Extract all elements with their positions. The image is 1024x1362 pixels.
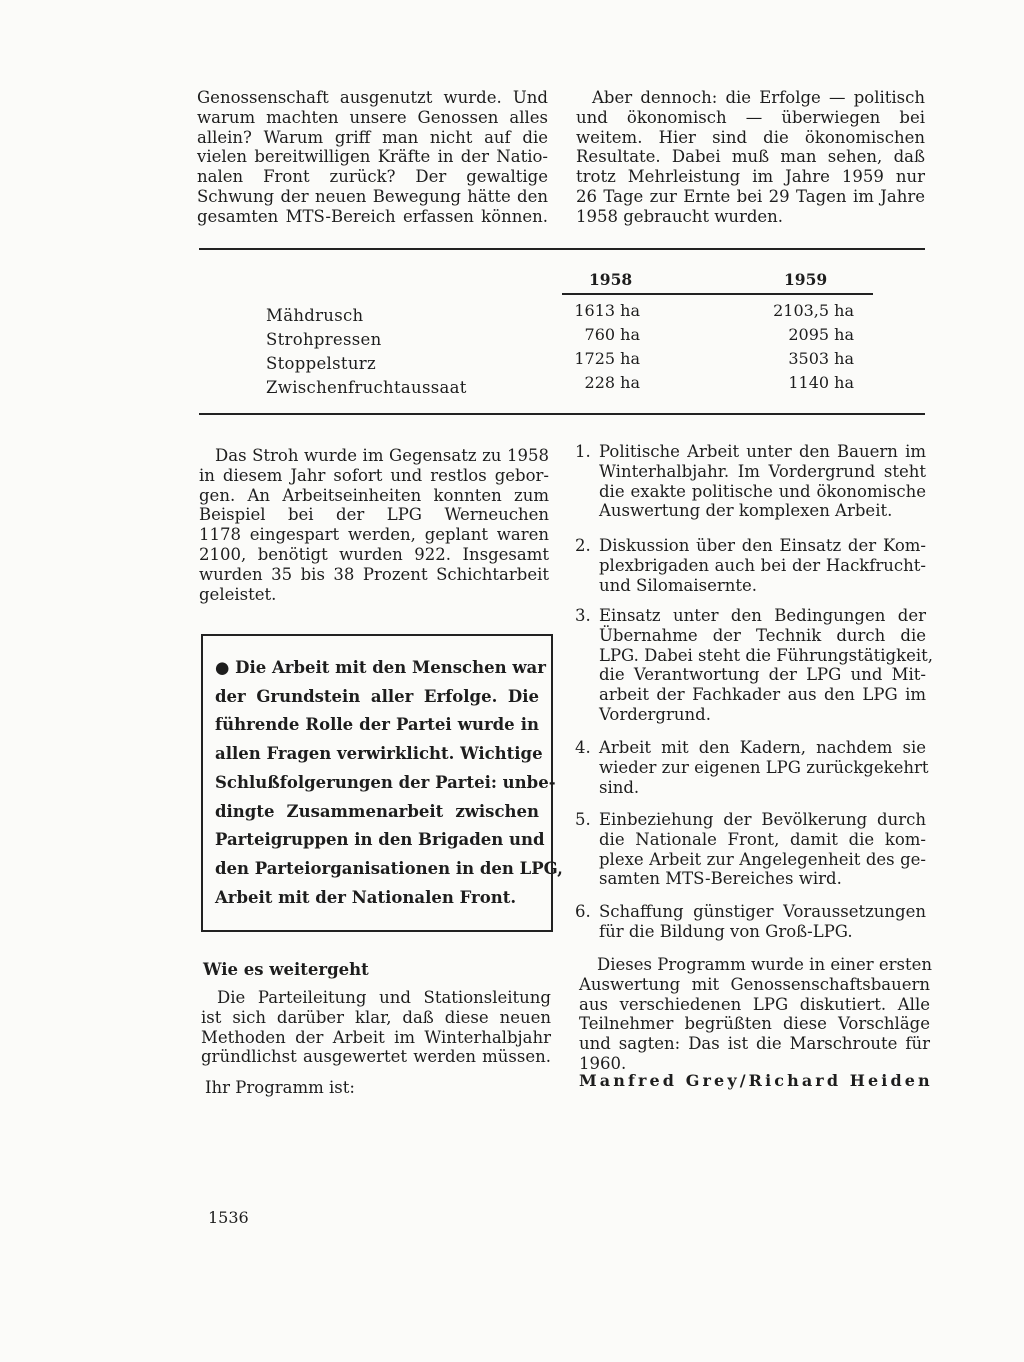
text-line: Arbeit mit der Nationalen Front.	[215, 887, 517, 907]
top-right-paragraph	[576, 88, 925, 227]
text-line: arbeit der Fachkader aus den LPG im	[599, 685, 926, 705]
text-line: warum machten unsere Genossen alles	[197, 107, 548, 127]
text-line: Diskussion über den Einsatz der Kom-	[599, 536, 926, 555]
text-line: und Silomaisernte.	[599, 575, 757, 595]
section-heading: Wie es weitergeht	[203, 960, 369, 979]
table-cell-1959: 1140 ha	[788, 373, 854, 392]
text-line: Genossenschaft ausgenutzt wurde. Und	[197, 88, 548, 107]
text-line: weitem. Hier sind die ökonomischen	[576, 127, 925, 147]
author-signature: Manfred Grey/Richard Heiden	[579, 1071, 933, 1090]
text-line: die Nationale Front, damit die kom-	[599, 829, 926, 849]
text-line: samten MTS-Bereiches wird.	[599, 869, 842, 889]
list-number: 3.	[575, 606, 591, 625]
text-line: Einbeziehung der Bevölkerung durch	[599, 810, 926, 829]
text-line: gründlichst ausgewertet werden müssen.	[201, 1047, 551, 1067]
text-line: 1958 gebraucht wurden.	[576, 206, 784, 226]
text-line: in diesem Jahr sofort und restlos gebor-	[199, 465, 549, 485]
text-line: allein? Warum griff man nicht auf die	[197, 127, 548, 147]
text-line: 1178 eingespart werden, geplant waren	[199, 525, 549, 545]
list-number: 5.	[575, 810, 591, 829]
list-number: 4.	[575, 738, 591, 757]
text-line: plexe Arbeit zur Angelegenheit des ge-	[599, 849, 926, 869]
text-line: Methoden der Arbeit im Winterhalbjahr	[201, 1027, 551, 1047]
text-line: Aber dennoch: die Erfolge — politisch	[592, 88, 925, 107]
page-number: 1536	[208, 1208, 249, 1227]
text-line: Politische Arbeit unter den Bauern im	[599, 442, 926, 461]
list-item-text	[599, 442, 926, 521]
text-line: der Grundstein aller Erfolge. Die	[215, 686, 539, 706]
mid-left-paragraph	[199, 446, 549, 604]
text-line: und sagten: Das ist die Marschroute für	[579, 1034, 930, 1054]
text-line: Die Parteileitung und Stationsleitung	[217, 988, 551, 1007]
table-row-label: Strohpressen	[266, 330, 382, 349]
table-cell-1959: 2095 ha	[788, 325, 854, 344]
text-line: Schaffung günstiger Voraussetzungen	[599, 902, 926, 921]
table-row-label: Zwischenfruchtaussaat	[266, 378, 467, 397]
text-line: 1960.	[579, 1053, 627, 1073]
text-line: die exakte politische und ökonomische	[599, 481, 926, 501]
text-line: allen Fragen verwirklicht. Wichtige	[215, 744, 543, 764]
table-cell-1959: 3503 ha	[788, 349, 854, 368]
table-cell-1958: 1725 ha	[574, 349, 640, 368]
table-header-rule	[562, 293, 873, 295]
text-line: Teilnehmer begrüßten diese Vorschläge	[579, 1014, 930, 1034]
text-line: 2100, benötigt wurden 922. Insgesamt	[199, 544, 549, 564]
text-line: LPG. Dabei steht die Führungstätigkeit,	[599, 645, 933, 665]
list-item-text	[599, 738, 929, 797]
text-line: den Parteiorganisationen in den LPG,	[215, 858, 563, 878]
table-header-1959: 1959	[784, 270, 828, 289]
text-line: vielen bereitwilligen Kräfte in der Natio-	[197, 147, 548, 167]
table-top-rule	[199, 248, 925, 250]
text-line: die Verantwortung der LPG und Mit-	[599, 665, 926, 685]
table-bottom-rule	[199, 413, 925, 415]
text-line: Resultate. Dabei muß man sehen, daß	[576, 147, 925, 167]
text-line: führende Rolle der Partei wurde in	[215, 715, 539, 735]
text-line: plexbrigaden auch bei der Hackfrucht-	[599, 555, 926, 575]
list-item-text	[599, 902, 926, 942]
text-line: Auswertung mit Genossenschaftsbauern	[579, 974, 930, 994]
text-line: gen. An Arbeitseinheiten konnten zum	[199, 485, 549, 505]
text-line: Winterhalbjahr. Im Vordergrund steht	[599, 461, 926, 481]
text-line: und ökonomisch — überwiegen bei	[576, 107, 925, 127]
text-line: Schwung der neuen Bewegung hätte den	[197, 186, 548, 206]
text-line: nalen Front zurück? Der gewaltige	[197, 167, 548, 187]
text-line: sind.	[599, 777, 640, 797]
program-line: Ihr Programm ist:	[205, 1078, 355, 1097]
text-line: Das Stroh wurde im Gegensatz zu 1958	[215, 446, 549, 465]
list-number: 2.	[575, 536, 591, 555]
text-line: gesamten MTS-Bereich erfassen können.	[197, 206, 548, 226]
text-line: Parteigruppen in den Brigaden und	[215, 830, 545, 850]
highlight-box	[201, 634, 563, 932]
list-item-text	[599, 606, 933, 725]
list-number: 6.	[575, 902, 591, 921]
text-line: trotz Mehrleistung im Jahre 1959 nur	[576, 167, 925, 187]
text-line: geleistet.	[199, 584, 277, 604]
text-line: Dieses Programm wurde in einer ersten	[597, 955, 933, 974]
text-line: Auswertung der komplexen Arbeit.	[599, 501, 893, 521]
text-line: ist sich darüber klar, daß diese neuen	[201, 1007, 551, 1027]
table-row-label: Mähdrusch	[266, 306, 364, 325]
text-line: dingte Zusammenarbeit zwischen	[215, 801, 539, 821]
table-row-label: Stoppelsturz	[266, 354, 376, 373]
list-item-text	[599, 810, 926, 889]
top-left-paragraph	[197, 88, 548, 227]
table-cell-1958: 760 ha	[584, 325, 640, 344]
text-line: Beispiel bei der LPG Werneuchen	[199, 505, 549, 525]
table-cell-1958: 1613 ha	[574, 301, 640, 320]
closing-paragraph	[579, 955, 933, 1074]
text-line: Vordergrund.	[599, 704, 711, 724]
text-line: Schlußfolgerungen der Partei: unbe-	[215, 772, 556, 792]
text-line: Einsatz unter den Bedingungen der	[599, 606, 926, 625]
text-line: ● Die Arbeit mit den Menschen war	[215, 658, 546, 677]
table-cell-1958: 228 ha	[584, 373, 640, 392]
text-line: Arbeit mit den Kadern, nachdem sie	[599, 738, 926, 757]
text-line: Übernahme der Technik durch die	[599, 625, 926, 645]
text-line: aus verschiedenen LPG diskutiert. Alle	[579, 994, 930, 1014]
table-cell-1959: 2103,5 ha	[773, 301, 854, 320]
list-item-text	[599, 536, 926, 595]
text-line: wurden 35 bis 38 Prozent Schichtarbeit	[199, 564, 549, 584]
list-number: 1.	[575, 442, 591, 461]
highlight-text	[215, 654, 563, 912]
text-line: 26 Tage zur Ernte bei 29 Tagen im Jahre	[576, 186, 925, 206]
bottom-left-paragraph	[201, 988, 551, 1067]
text-line: wieder zur eigenen LPG zurückgekehrt	[599, 757, 929, 777]
text-line: für die Bildung von Groß-LPG.	[599, 921, 853, 941]
table-header-1958: 1958	[589, 270, 633, 289]
